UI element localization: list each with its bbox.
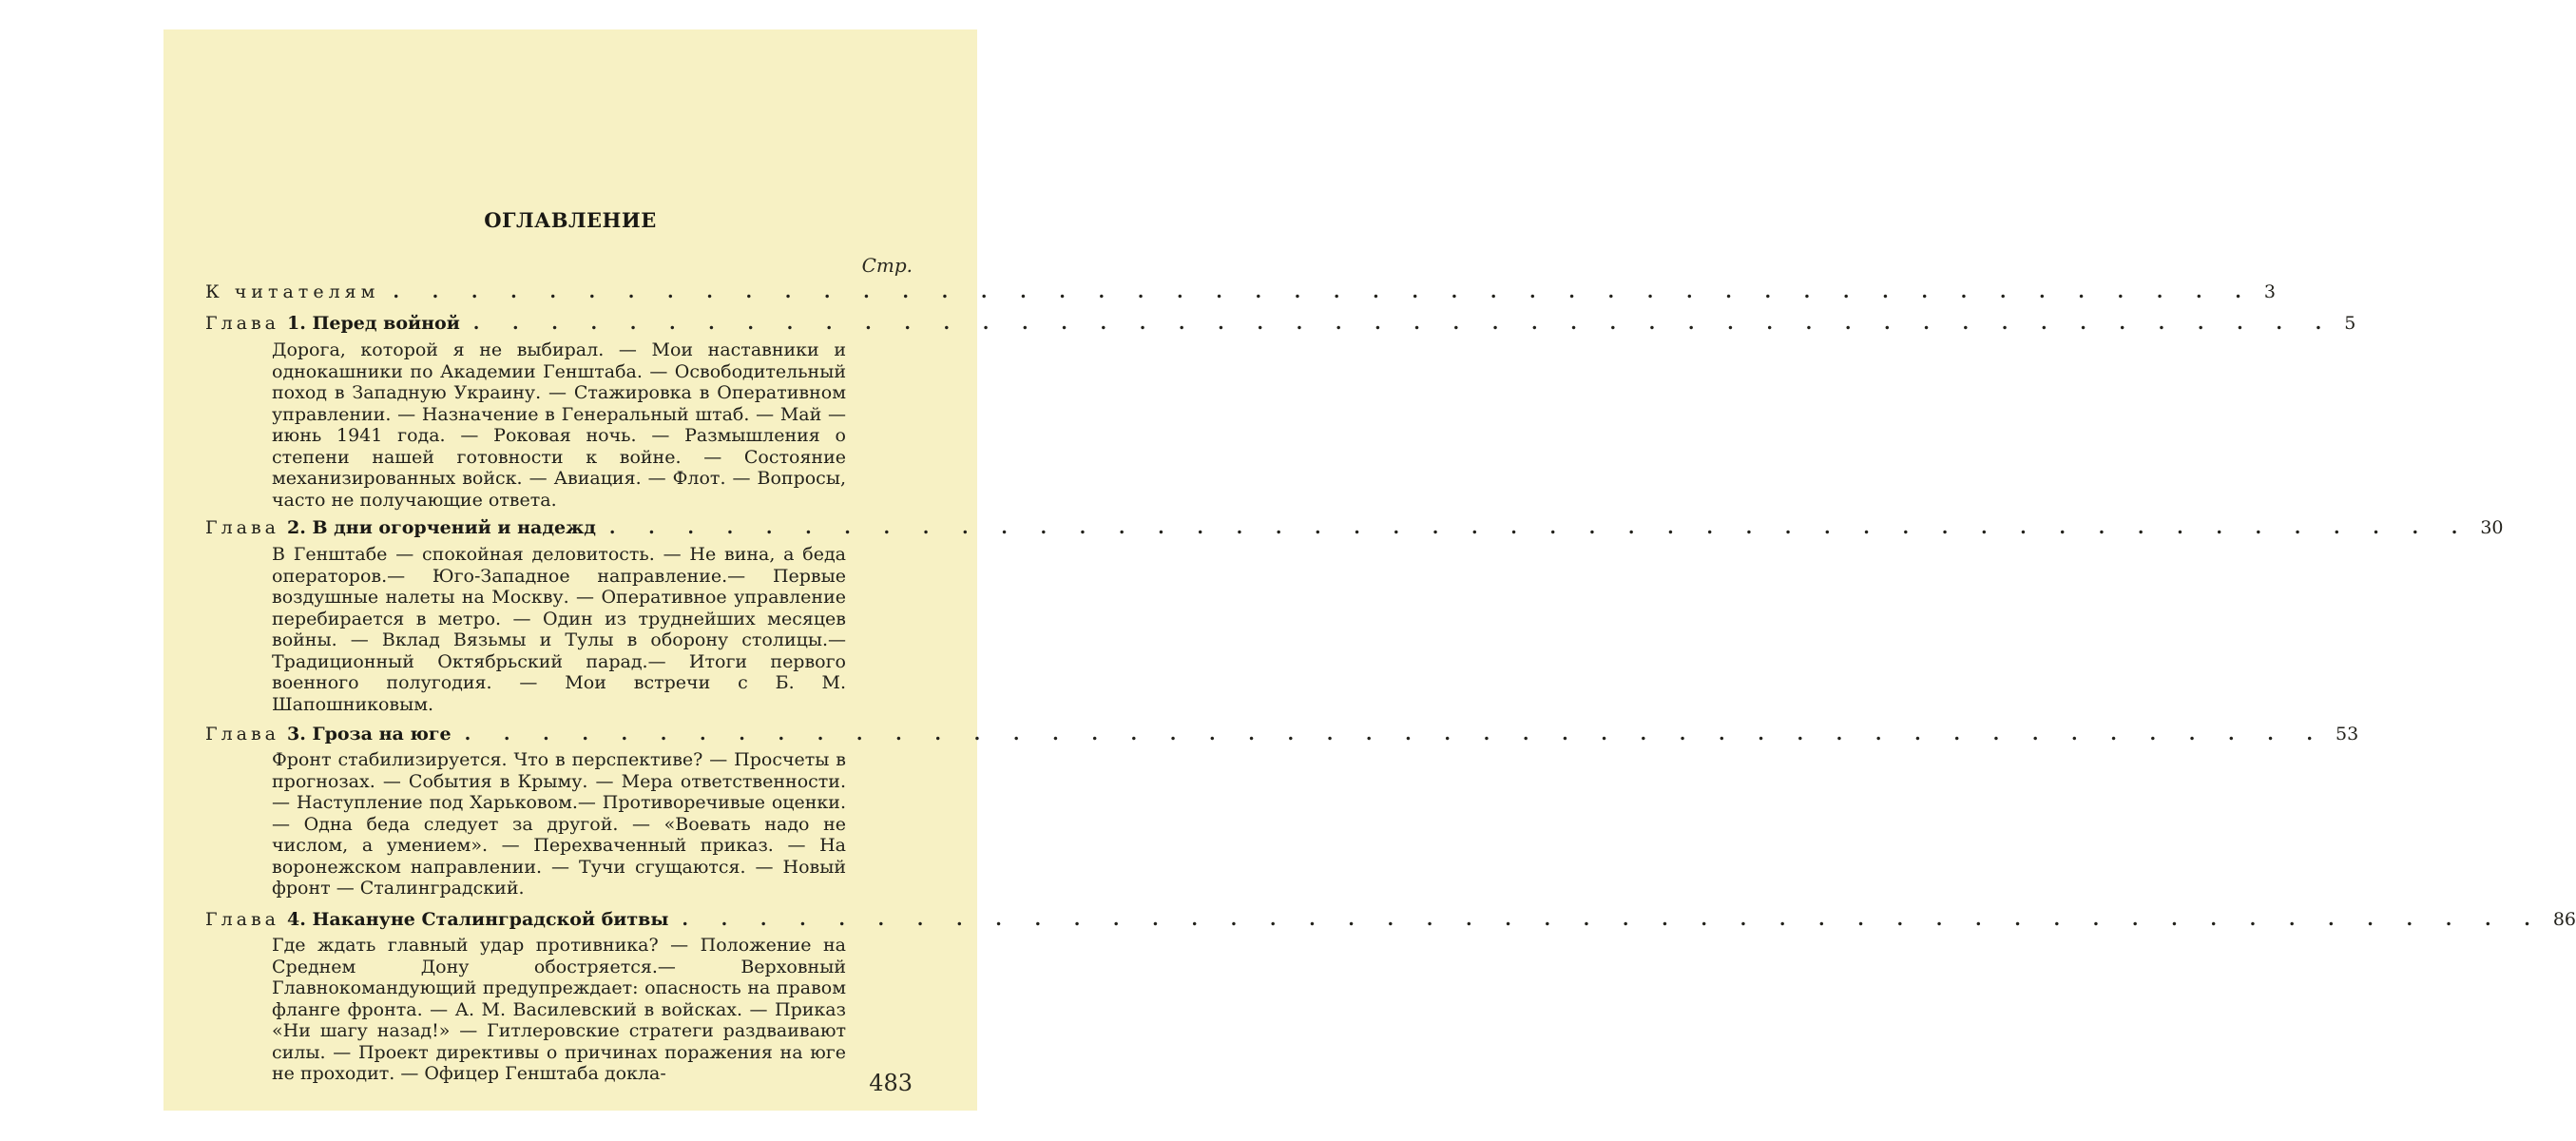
toc-entry-readers xyxy=(205,280,2276,303)
entry-title: 3. Гроза на юге xyxy=(287,724,452,745)
entry-title: К читателям xyxy=(205,281,380,302)
toc-entry-chapter-1 xyxy=(205,312,2356,335)
entry-page-number: 30 xyxy=(2480,517,2504,538)
dot-leader: . . . . . . . . . . . . . . . . . . . . . . . . . . . . . . . . . . . . . . . . . . . . . . . . xyxy=(464,724,2327,745)
toc-heading: ОГЛАВЛЕНИЕ xyxy=(484,208,657,232)
entry-page-number: 86 xyxy=(2552,909,2576,930)
entry-page-number: 53 xyxy=(2336,724,2359,745)
chapter-4-summary: Где ждать главный удар противника? — Положение на Среднем Дону обостряется.— Верховный Главнокомандующий предупреждает: опасность на правом фланге фронта. — А. М. Василевский в войсках. — Приказ «Ни шагу назад!» — Гитлеровские стратеги раздваивают силы. — Проект директивы о причинах поражения на юге не проходит. — Офицер Генштаба докла- xyxy=(272,935,846,1084)
page-column-label: Стр. xyxy=(861,254,913,277)
entry-prefix: Глава xyxy=(205,909,280,930)
entry-prefix: Глава xyxy=(205,724,280,745)
dot-leader: . . . . . . . . . . . . . . . . . . . . . . . . . . . . . . . . . . . . . . . . . . . . . . . . xyxy=(682,909,2544,930)
entry-page-number: 3 xyxy=(2263,281,2276,302)
dot-leader: . . . . . . . . . . . . . . . . . . . . . . . . . . . . . . . . . . . . . . . . . . . . . . . . xyxy=(393,281,2255,302)
entry-title: 4. Накануне Сталинградской битвы xyxy=(287,909,669,930)
page-number-folio: 483 xyxy=(869,1070,913,1096)
entry-prefix: Глава xyxy=(205,517,280,538)
entry-prefix: Глава xyxy=(205,313,280,334)
toc-entry-chapter-3 xyxy=(205,723,2359,745)
entry-page-number: 5 xyxy=(2344,313,2356,334)
chapter-2-summary: В Генштабе — спокойная деловитость. — Не вина, а беда операторов.— Юго-Западное направление.— Первые воздушные налеты на Москву. — Оперативное управление перебирается в метро. — Один из труднейших месяцев войны. — Вклад Вязьмы и Тулы в оборону столицы.— Традиционный Октябрьский парад.— Итоги первого военного полугодия. — Мои встречи с Б. М. Шапошниковым. xyxy=(272,544,846,715)
entry-title: 1. Перед войной xyxy=(287,313,460,334)
chapter-1-summary: Дорога, которой я не выбирал. — Мои наставники и однокашники по Академии Генштаба. — Освободительный поход в Западную Украину. — Стажировка в Оперативном управлении. — Назначение в Генеральный штаб. — Май — июнь 1941 года. — Роковая ночь. — Размышления о степени нашей готовности к войне. — Состояние механизированных войск. — Авиация. — Флот. — Вопросы, часто не получающие ответа. xyxy=(272,339,846,511)
book-page xyxy=(163,29,2576,1111)
dot-leader: . . . . . . . . . . . . . . . . . . . . . . . . . . . . . . . . . . . . . . . . . . . . . . . . xyxy=(608,517,2471,538)
toc-entry-chapter-2 xyxy=(205,516,2504,539)
chapter-3-summary: Фронт стабилизируется. Что в перспективе? — Просчеты в прогнозах. — События в Крыму. — Мера ответственности.— Наступление под Харьковом.— Противоречивые оценки. — Одна беда следует за другой. — «Воевать надо не числом, а умением». — Перехваченный приказ. — На воронежском направлении. — Тучи сгущаются. — Новый фронт — Сталинградский. xyxy=(272,749,846,899)
toc-entry-chapter-4 xyxy=(205,908,2576,931)
dot-leader: . . . . . . . . . . . . . . . . . . . . . . . . . . . . . . . . . . . . . . . . . . . . . . . . xyxy=(472,313,2336,334)
entry-title: 2. В дни огорчений и надежд xyxy=(287,517,596,538)
